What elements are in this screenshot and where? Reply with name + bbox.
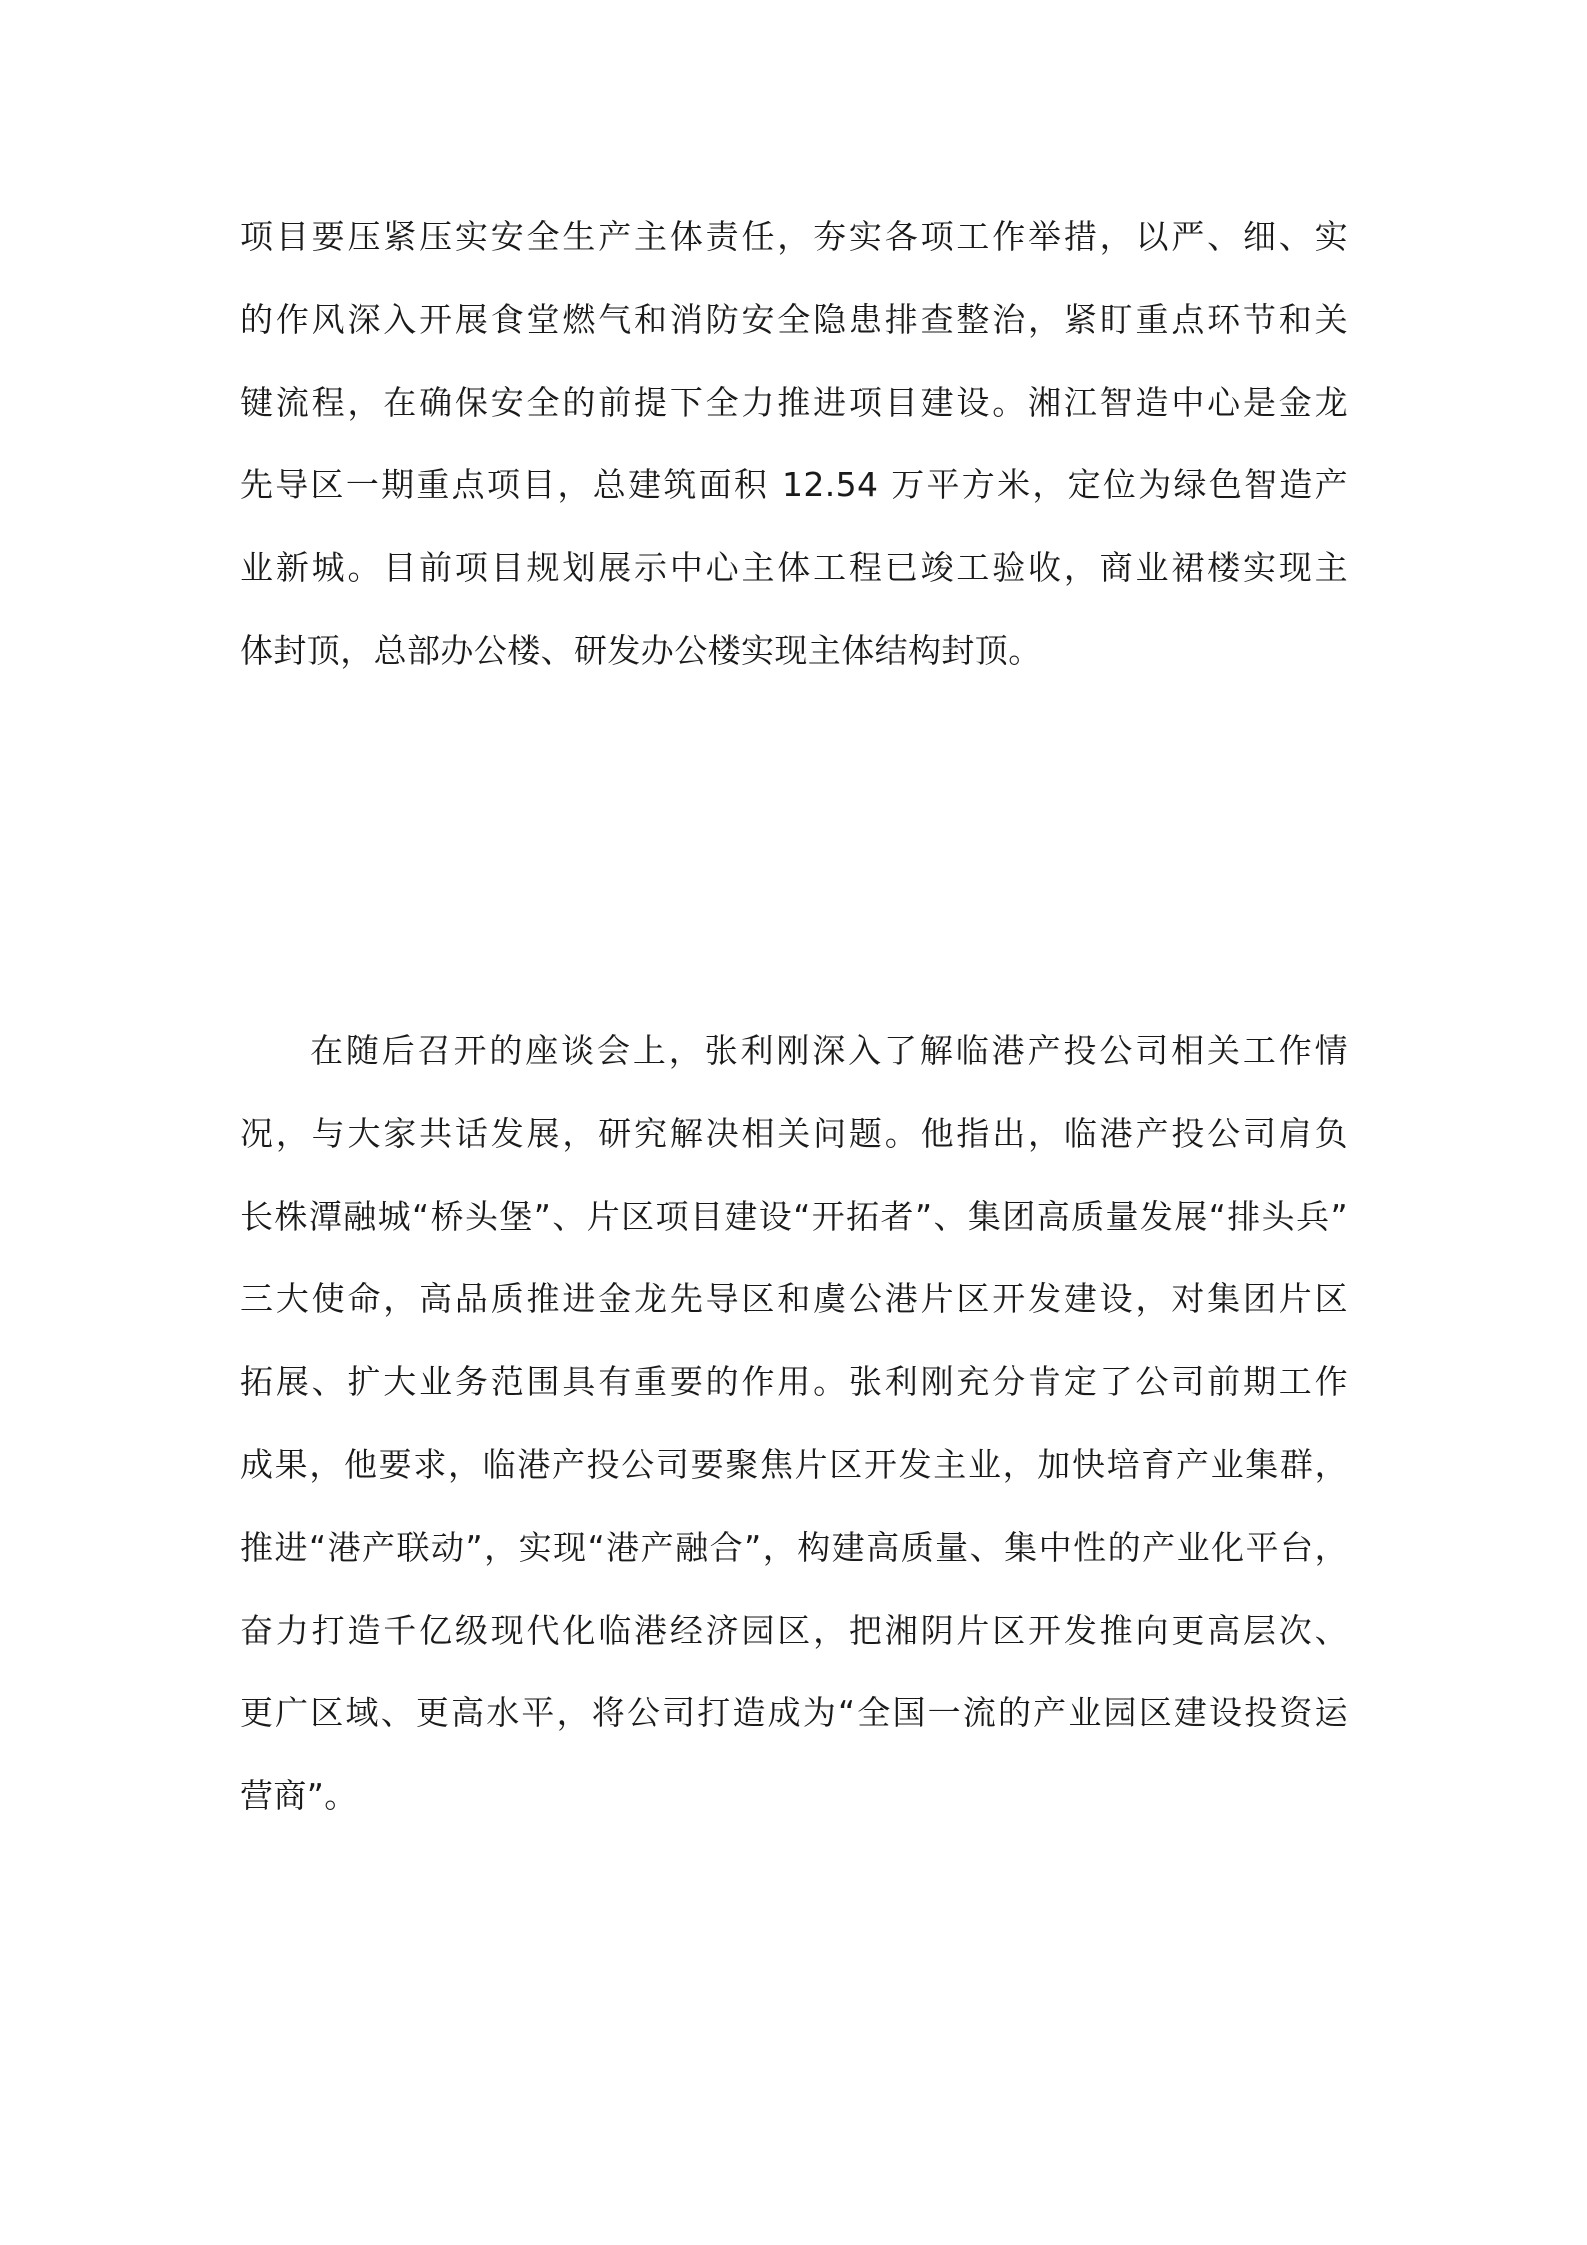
text-line: 更广区域、更高水平，将公司打造成为“全国一流的产业园区建设投资运 (240, 1693, 1348, 1733)
text-line: 推进“港产联动”，实现“港产融合”，构建高质量、集中性的产业化平台， (240, 1527, 1348, 1567)
text-line: 长株潭融城“桥头堡”、片区项目建设“开拓者”、集团高质量发展“排头兵” (240, 1196, 1348, 1236)
text-line: 况，与大家共话发展，研究解决相关问题。他指出，临港产投公司肩负 (240, 1113, 1348, 1153)
paragraph-symposium (240, 1010, 1348, 1838)
text-line: 先导区一期重点项目，总建筑面积 12.54 万平方米，定位为绿色智造产 (240, 465, 1348, 505)
text-line: 业新城。目前项目规划展示中心主体工程已竣工验收，商业裙楼实现主 (240, 548, 1348, 588)
paragraph-project-safety (240, 196, 1348, 693)
text-line: 在随后召开的座谈会上，张利刚深入了解临港产投公司相关工作情 (310, 1031, 1348, 1070)
text-line: 的作风深入开展食堂燃气和消防安全隐患排查整治，紧盯重点环节和关 (240, 299, 1348, 339)
text-line: 键流程，在确保安全的前提下全力推进项目建设。湘江智造中心是金龙 (240, 382, 1348, 422)
text-line: 项目要压紧压实安全生产主体责任，夯实各项工作举措，以严、细、实 (240, 217, 1348, 256)
text-line: 拓展、扩大业务范围具有重要的作用。张利刚充分肯定了公司前期工作 (240, 1362, 1348, 1402)
text-line: 成果，他要求，临港产投公司要聚焦片区开发主业，加快培育产业集群， (240, 1444, 1348, 1484)
text-line: 三大使命，高品质推进金龙先导区和虞公港片区开发建设，对集团片区 (240, 1279, 1348, 1319)
text-line: 营商”。 (240, 1776, 358, 1816)
text-line: 体封顶，总部办公楼、研发办公楼实现主体结构封顶。 (240, 630, 1042, 670)
text-line: 奋力打造千亿级现代化临港经济园区，把湘阴片区开发推向更高层次、 (240, 1610, 1348, 1650)
